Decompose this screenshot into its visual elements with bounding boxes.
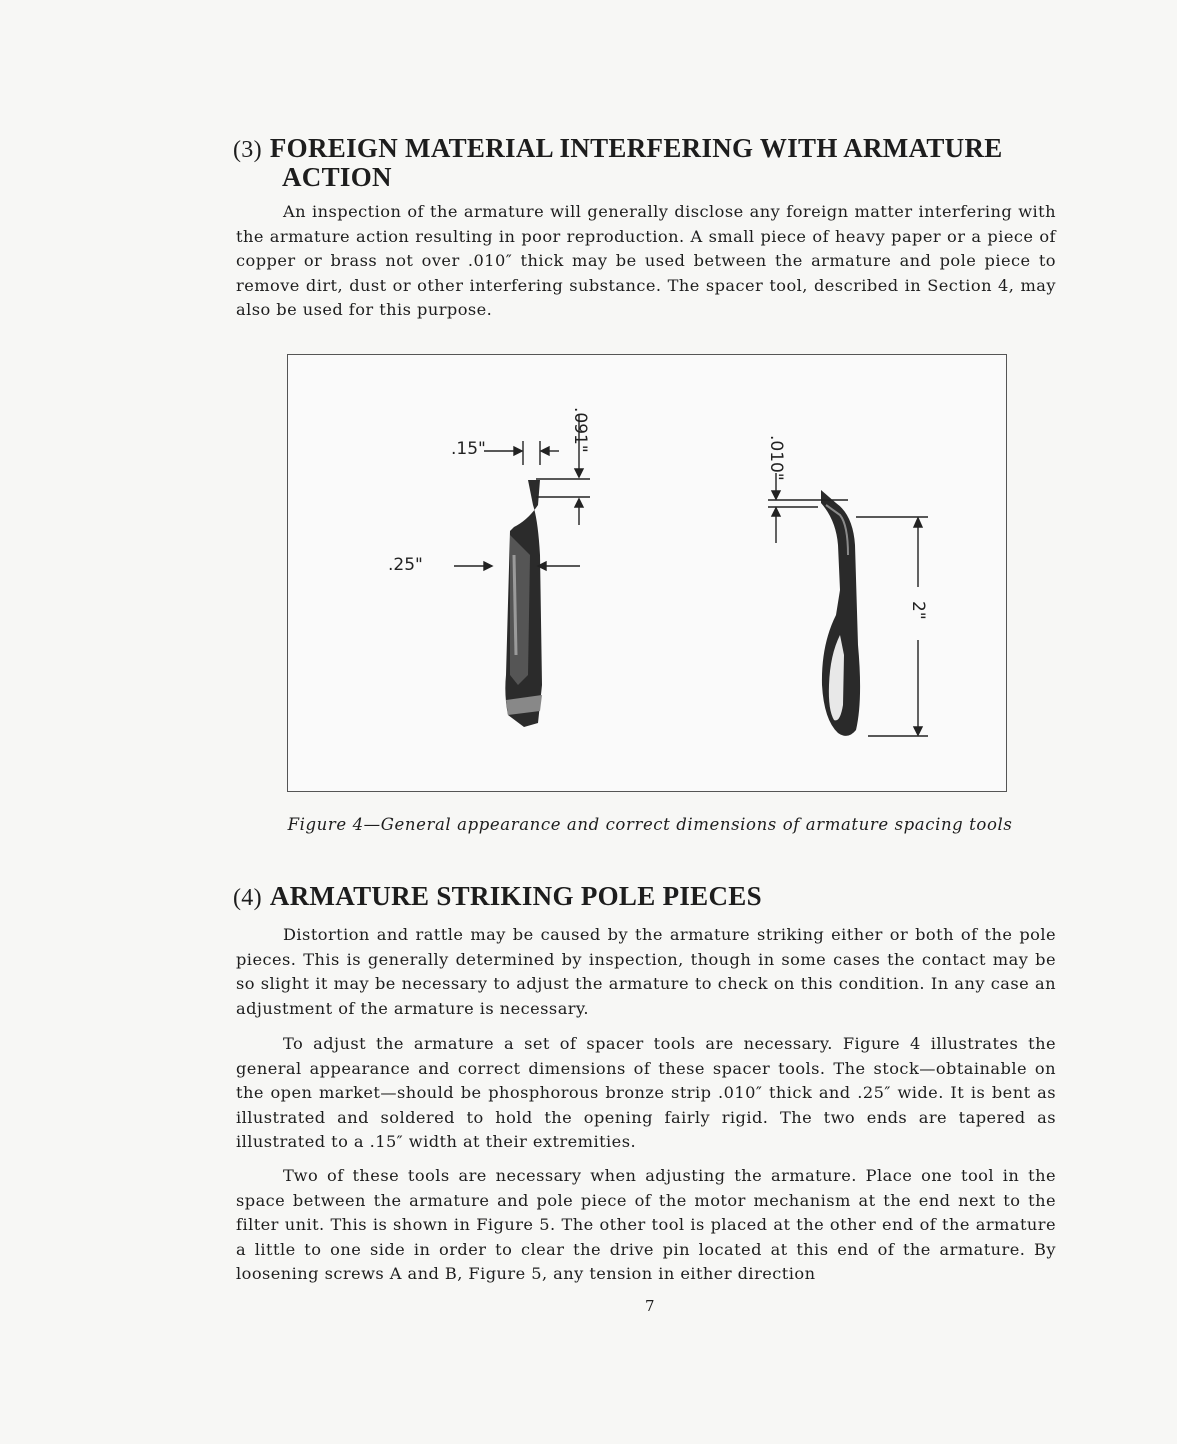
figure-4-caption: Figure 4—General appearance and correct dimensions of armature spacing tools	[287, 815, 1013, 834]
length-label: 2"	[908, 601, 928, 620]
gap-label: .010"	[766, 435, 786, 481]
section-4-paragraph-2: To adjust the armature a set of spacer tools are necessary. Figure 4 illustrates the general appearance and correct dimensions of these spacer tools. The stock—obtainable on the open market—should be phosphorous bronze strip .010″ thick and .25″ wide. It is bent as illustrated and soldered to hold the opening fairly rigid. The two ends are tapered as illustrated to a .15″ width at their extremities.	[236, 1034, 1056, 1151]
page-number: 7	[645, 1297, 655, 1315]
section-4-heading	[233, 883, 1063, 912]
section-4-paragraph-3: Two of these tools are necessary when adjusting the armature. Place one tool in the space between the armature and pole piece of the motor mechanism at the end next to the filter unit. This is shown in Figure 5. The other tool is placed at the other end of the armature a little to one side in order to clear the drive pin located at this end of the armature. By loosening screws A and B, Figure 5, any tension in either direction	[236, 1166, 1056, 1283]
tip-height-label: .091"	[570, 407, 590, 453]
section-3-paragraph: An inspection of the armature will generally disclose any foreign matter interfering with the armature action resulting in poor reproduction. A small piece of heavy paper or a piece of copper or brass not over .010″ thick may be used between the armature and pole piece to remove dirt, dust or other interfering substance. The spacer tool, described in Section 4, may also be used for this purpose.	[236, 202, 1056, 319]
spacer-tool-front-view	[505, 480, 542, 727]
spacer-tool-side-view	[821, 490, 860, 736]
figure-4	[287, 354, 1007, 792]
section-4-number: (4)	[233, 885, 262, 911]
section-3-number: (3)	[233, 137, 262, 163]
section-3-heading	[233, 135, 1063, 191]
section-4-title: ARMATURE STRIKING POLE PIECES	[269, 881, 762, 911]
section-3-title-line2: ACTION	[282, 162, 392, 192]
tip-width-label: .15"	[451, 439, 486, 459]
section-3-title-line1: FOREIGN MATERIAL INTERFERING WITH ARMATURE	[269, 133, 1003, 163]
strip-width-label: .25"	[388, 555, 423, 575]
section-4-paragraph-1: Distortion and rattle may be caused by the armature striking either or both of the pole pieces. This is generally determined by inspection, though in some cases the contact may be so slight it may be necessary to adjust the armature to check on this condition. In any case an adjustment of the armature is necessary.	[236, 925, 1056, 1018]
